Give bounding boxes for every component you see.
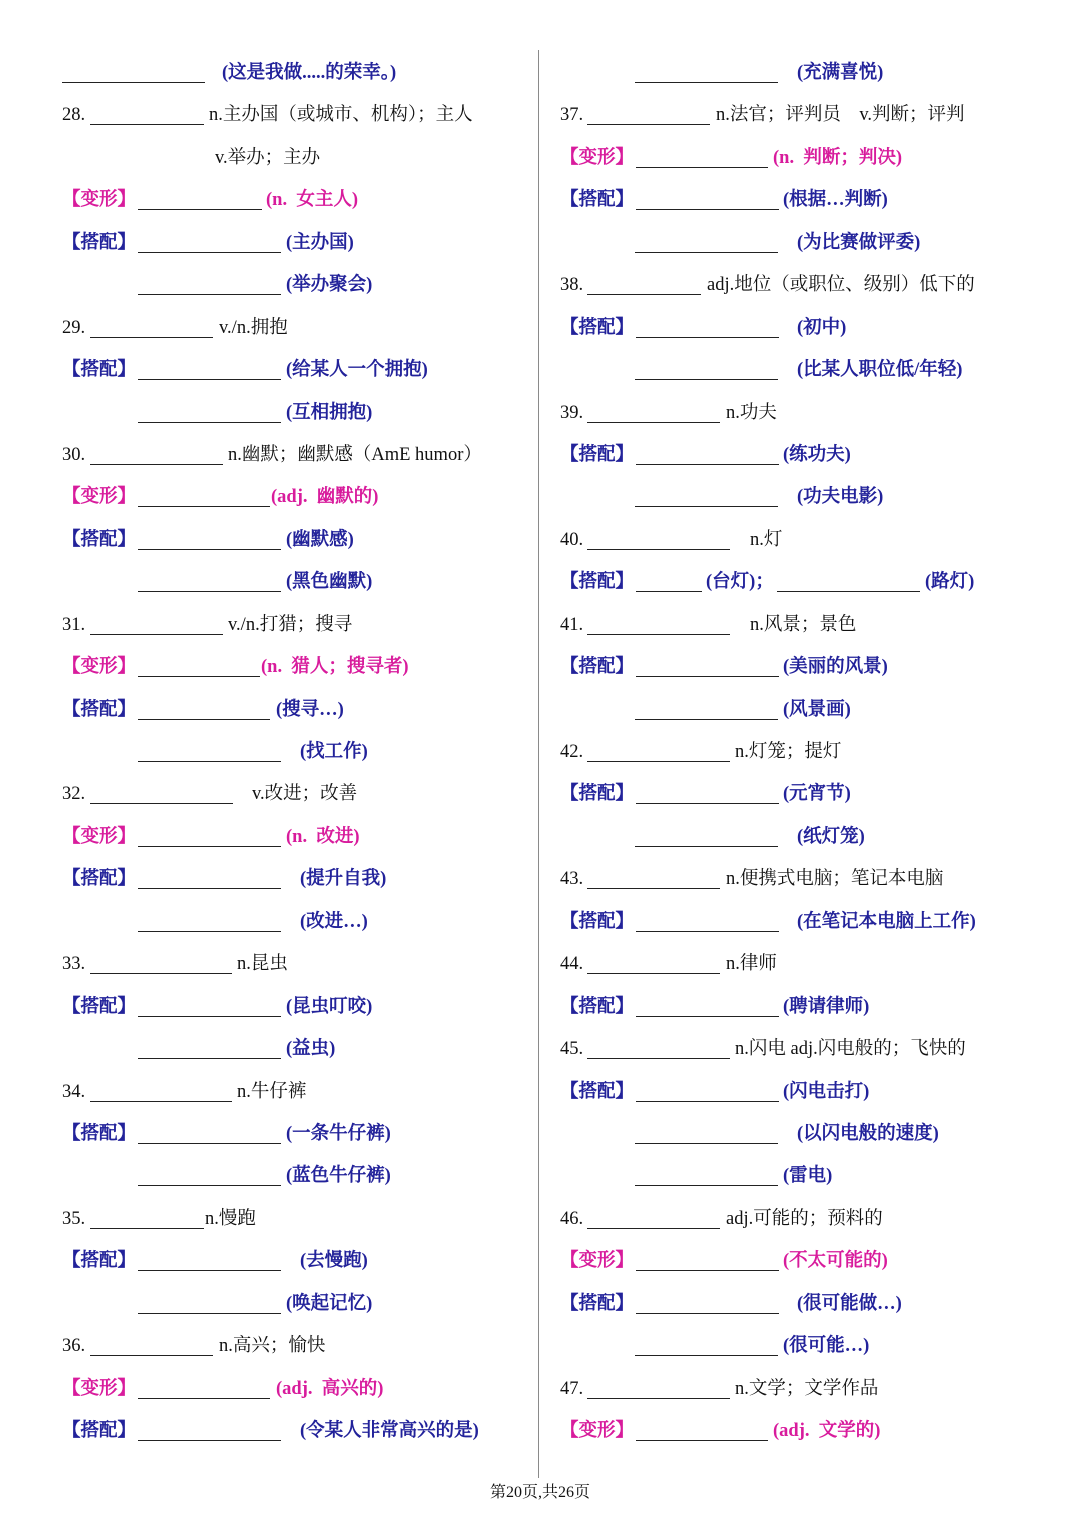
collocation-hint: (台灯)； [706, 572, 774, 593]
answer-blank [138, 719, 270, 720]
entry-46-collocation-row [560, 1283, 1070, 1325]
answer-blank [138, 1313, 281, 1314]
entry-29-collocation-row [62, 349, 532, 391]
answer-blank [635, 1143, 778, 1144]
definition-text: n.灯笼；提灯 [735, 742, 842, 762]
collocation-hint: (改进…) [300, 911, 368, 932]
entry-29-collocation-row-2 [62, 392, 532, 434]
entry-31-form-row [62, 646, 532, 688]
entry-33-row [62, 943, 532, 985]
form-hint: (n. 改进) [286, 826, 360, 847]
collocation-tag: 【搭配】 [62, 360, 137, 381]
headword-blank [587, 294, 701, 295]
entry-number: 41. [560, 614, 584, 635]
collocation-hint: (这是我做.....的荣幸。) [222, 63, 397, 83]
column-divider [538, 50, 539, 1478]
headword-blank [587, 549, 730, 550]
collocation-hint: (黑色幽默) [286, 572, 373, 593]
form-tag: 【变形】 [62, 657, 137, 678]
entry-30-form-row [62, 476, 532, 518]
collocation-tag: 【搭配】 [62, 1123, 137, 1144]
definition-text: n.高兴；愉快 [219, 1336, 326, 1357]
page-number-footer: 第20页,共26页 [489, 1484, 590, 1501]
entry-34-collocation-row-2 [62, 1155, 532, 1197]
definition-text: adj.可能的；预料的 [726, 1208, 883, 1229]
answer-blank [636, 931, 779, 932]
entry-47-form-row [560, 1410, 1070, 1452]
answer-blank [138, 549, 281, 550]
entry-35-row [62, 1198, 532, 1240]
definition-text: n.律师 [726, 954, 777, 975]
entry-31-row [62, 604, 532, 646]
answer-blank [635, 252, 778, 253]
collocation-hint-2: (路灯) [925, 572, 975, 593]
collocation-hint: (找工作) [300, 742, 368, 762]
answer-blank [138, 506, 270, 507]
collocation-hint: (聘请律师) [783, 996, 870, 1017]
headword-blank [587, 634, 730, 635]
left-column [62, 52, 532, 1452]
definition-text: n.功夫 [726, 402, 777, 423]
entry-38-row [560, 264, 1070, 306]
collocation-hint: (很可能做…) [797, 1293, 902, 1314]
answer-blank [138, 294, 281, 295]
collocation-tag: 【搭配】 [560, 1293, 635, 1314]
entry-number: 36. [62, 1336, 86, 1357]
headword-blank [587, 761, 730, 762]
headword-blank [90, 803, 233, 804]
collocation-tag: 【搭配】 [62, 699, 137, 720]
entry-number: 40. [560, 529, 584, 550]
answer-blank [138, 1016, 281, 1017]
entry-32-row [62, 773, 532, 815]
collocation-hint: (一条牛仔裤) [286, 1123, 391, 1144]
form-tag: 【变形】 [560, 1251, 635, 1272]
collocation-hint: (很可能…) [783, 1336, 870, 1357]
entry-44-collocation-row [560, 986, 1070, 1028]
entry-number: 35. [62, 1208, 86, 1229]
entry-30-collocation-row-2 [62, 561, 532, 603]
entry-43-collocation-row [560, 901, 1070, 943]
answer-blank [636, 676, 779, 677]
entry-39-collocation-row [560, 434, 1070, 476]
collocation-hint: (幽默感) [286, 529, 354, 550]
collocation-tag: 【搭配】 [62, 869, 137, 890]
answer-blank-2 [777, 591, 920, 592]
entry-38-collocation-row-2 [560, 349, 1070, 391]
answer-blank [138, 1143, 281, 1144]
collocation-hint: (举办聚会) [286, 275, 373, 296]
entry-41-collocation-row [560, 646, 1070, 688]
answer-blank [138, 676, 260, 677]
collocation-hint: (提升自我) [300, 869, 387, 890]
answer-blank [636, 803, 779, 804]
entry-number: 30. [62, 444, 86, 465]
form-hint: (adj. 幽默的) [271, 487, 379, 508]
entry-33-collocation-row [62, 986, 532, 1028]
headword-blank [587, 1058, 730, 1059]
entry-36-row [62, 1325, 532, 1367]
entry-38-collocation-row [560, 307, 1070, 349]
collocation-hint: (比某人职位低/年轻) [797, 360, 963, 381]
definition-text: v.改进；改善 [252, 784, 358, 805]
entry-number: 45. [560, 1039, 584, 1060]
entry-number: 44. [560, 954, 584, 975]
answer-blank [636, 167, 768, 168]
answer-blank [138, 846, 281, 847]
collocation-hint: (唤起记忆) [286, 1293, 373, 1314]
collocation-hint: (搜寻…) [276, 699, 344, 720]
entry-44-row [560, 943, 1070, 985]
collocation-hint: (雷电) [783, 1166, 833, 1187]
definition-text: adj.地位（或职位、级别）低下的 [707, 275, 975, 296]
collocation-hint: (闪电击打) [783, 1081, 870, 1102]
entry-32-form-row [62, 816, 532, 858]
entry-45-collocation-row-2 [560, 1113, 1070, 1155]
entry-41-collocation-row-2 [560, 689, 1070, 731]
answer-blank [138, 422, 281, 423]
definition-text: v./n.拥抱 [219, 317, 288, 338]
entry-28-collocation-row [62, 222, 532, 264]
entry-number: 42. [560, 742, 584, 762]
headword-blank [587, 422, 720, 423]
entry-28-form-row [62, 179, 532, 221]
entry-35-collocation-row-2 [62, 1283, 532, 1325]
collocation-hint: (昆虫叮咬) [286, 996, 373, 1017]
answer-blank [636, 464, 779, 465]
answer-blank [138, 591, 281, 592]
entry-31-collocation-row-2 [62, 731, 532, 773]
collocation-hint: (美丽的风景) [783, 657, 888, 678]
entry-number: 33. [62, 954, 86, 975]
entry-29-row [62, 307, 532, 349]
form-tag: 【变形】 [62, 190, 137, 211]
collocation-tag: 【搭配】 [560, 911, 635, 932]
entry-32-collocation-row-2 [62, 901, 532, 943]
answer-blank [138, 761, 281, 762]
definition-text: n.主办国（或城市、机构）；主人 [209, 105, 473, 126]
collocation-tag: 【搭配】 [560, 444, 635, 465]
entry-46-row [560, 1198, 1070, 1240]
answer-blank [636, 1016, 779, 1017]
definition-text: v./n.打猎；搜寻 [228, 614, 353, 635]
answer-blank [635, 82, 778, 83]
headword-blank [587, 1228, 720, 1229]
collocation-tag: 【搭配】 [560, 190, 635, 211]
entry-41-row [560, 604, 1070, 646]
answer-blank [635, 719, 778, 720]
headword-blank [90, 1101, 232, 1102]
entry-46-form-row [560, 1240, 1070, 1282]
entry-number: 43. [560, 869, 584, 890]
entry-36-form-row [62, 1368, 532, 1410]
entry-34-row [62, 1071, 532, 1113]
form-tag: 【变形】 [62, 487, 137, 508]
collocation-hint: (元宵节) [783, 784, 851, 805]
answer-blank [138, 1398, 270, 1399]
answer-blank [138, 931, 281, 932]
entry-number: 47. [560, 1378, 584, 1399]
answer-blank [636, 1101, 779, 1102]
collocation-tag: 【搭配】 [560, 657, 635, 678]
entry-36-collocation-row [62, 1410, 532, 1452]
answer-blank [138, 252, 281, 253]
entry-number: 38. [560, 275, 584, 296]
entry-35-collocation-row [62, 1240, 532, 1282]
answer-blank [138, 209, 262, 210]
collocation-hint: (功夫电影) [797, 487, 884, 508]
collocation-hint: (给某人一个拥抱) [286, 360, 428, 381]
form-tag: 【变形】 [560, 1421, 635, 1441]
headword-blank [587, 124, 710, 125]
collocation-hint: (去慢跑) [300, 1251, 368, 1272]
entry-number: 31. [62, 614, 86, 635]
entry-42-collocation-row [560, 773, 1070, 815]
collocation-hint: (风景画) [783, 699, 851, 720]
entry-46-collocation-row-2 [560, 1325, 1070, 1367]
collocation-tag: 【搭配】 [560, 1081, 635, 1102]
entry-45-collocation-row [560, 1071, 1070, 1113]
definition-text: n.慢跑 [205, 1208, 256, 1229]
answer-blank [138, 888, 281, 889]
collocation-tag: 【搭配】 [560, 572, 635, 593]
entry-30-row [62, 434, 532, 476]
collocation-hint: (蓝色牛仔裤) [286, 1166, 391, 1187]
definition-text: v.举办；主办 [215, 147, 321, 168]
answer-blank [635, 1185, 778, 1186]
entry-number: 46. [560, 1208, 584, 1229]
entry-number: 28. [62, 105, 86, 126]
entry-30-collocation-row [62, 519, 532, 561]
entry-47-row [560, 1368, 1070, 1410]
collocation-hint: (互相拥抱) [286, 402, 373, 423]
answer-blank [138, 1185, 281, 1186]
entry-42-row [560, 731, 1070, 773]
collocation-tag: 【搭配】 [62, 529, 137, 550]
headword-blank [90, 973, 232, 974]
collocation-hint: (充满喜悦) [797, 63, 884, 83]
entry-42-collocation-row-2 [560, 816, 1070, 858]
answer-blank [635, 506, 778, 507]
answer-blank [636, 591, 702, 592]
collocation-hint: (纸灯笼) [797, 826, 865, 847]
answer-blank [138, 379, 281, 380]
entry-39-row [560, 392, 1070, 434]
answer-blank [138, 1440, 281, 1441]
form-hint: (adj. 文学的) [773, 1421, 881, 1441]
collocation-tag: 【搭配】 [560, 317, 635, 338]
definition-text: n.昆虫 [237, 954, 288, 975]
collocation-hint: (为比赛做评委) [797, 232, 921, 253]
entry-31-collocation-row [62, 689, 532, 731]
entry-45-collocation-row-3 [560, 1155, 1070, 1197]
headword-blank [90, 337, 213, 338]
form-tag: 【变形】 [62, 1378, 137, 1399]
entry-40-collocation-row [560, 561, 1070, 603]
definition-text: n.风景；景色 [750, 614, 857, 635]
collocation-hint: (初中) [797, 317, 847, 338]
entry-number: 39. [560, 402, 584, 423]
headword-blank [90, 124, 204, 125]
collocation-hint: (主办国) [286, 232, 354, 253]
answer-blank [138, 1270, 281, 1271]
entry-number: 32. [62, 784, 86, 805]
entry-28-collocation-row-2 [62, 264, 532, 306]
answer-blank [636, 209, 779, 210]
form-hint: (n. 猎人；搜寻者) [261, 657, 409, 678]
answer-blank [62, 82, 205, 83]
entry-37-collocation-row [560, 179, 1070, 221]
answer-blank [138, 1058, 281, 1059]
entry-37-collocation-row-2 [560, 222, 1070, 264]
entry-33-collocation-row-2 [62, 1028, 532, 1070]
definition-text: n.幽默；幽默感（AmE humor） [228, 444, 482, 465]
collocation-tag: 【搭配】 [62, 1251, 137, 1272]
entry-28-def-row-2 [62, 137, 532, 179]
headword-blank [90, 1355, 213, 1356]
continued-collocation-row [62, 52, 532, 94]
definition-text: n.闪电 adj.闪电般的；飞快的 [735, 1039, 966, 1060]
entry-number: 37. [560, 105, 584, 126]
collocation-hint: (根据…判断) [783, 190, 888, 211]
entry-40-row [560, 519, 1070, 561]
entry-number: 34. [62, 1081, 86, 1102]
collocation-tag: 【搭配】 [62, 1421, 137, 1441]
headword-blank [90, 634, 223, 635]
collocation-tag: 【搭配】 [62, 996, 137, 1017]
answer-blank [635, 846, 778, 847]
entry-43-row [560, 858, 1070, 900]
form-tag: 【变形】 [62, 826, 137, 847]
headword-blank [90, 1228, 204, 1229]
collocation-tag: 【搭配】 [560, 784, 635, 805]
answer-blank [635, 379, 778, 380]
entry-37-form-row [560, 137, 1070, 179]
collocation-hint: (令某人非常高兴的是) [300, 1421, 479, 1441]
entry-34-collocation-row [62, 1113, 532, 1155]
definition-text: n.文学；文学作品 [735, 1378, 879, 1399]
answer-blank [636, 1313, 779, 1314]
entry-32-collocation-row [62, 858, 532, 900]
entry-39-collocation-row-2 [560, 476, 1070, 518]
entry-45-row [560, 1028, 1070, 1070]
headword-blank [587, 888, 720, 889]
definition-text: n.灯 [750, 529, 783, 550]
entry-36-collocation-row-2 [560, 52, 1070, 94]
right-column [560, 52, 1070, 1452]
entry-37-row [560, 94, 1070, 136]
form-hint: (不太可能的) [783, 1251, 888, 1272]
answer-blank [636, 337, 779, 338]
form-hint: (adj. 高兴的) [276, 1378, 384, 1399]
answer-blank [635, 1355, 778, 1356]
collocation-hint: (益虫) [286, 1039, 336, 1060]
definition-text: n.便携式电脑；笔记本电脑 [726, 869, 944, 890]
definition-text: n.法官；评判员 v.判断；评判 [716, 105, 965, 126]
form-hint: (n. 女主人) [266, 190, 358, 211]
collocation-tag: 【搭配】 [560, 996, 635, 1017]
entry-28-row [62, 94, 532, 136]
headword-blank [587, 973, 720, 974]
answer-blank [636, 1440, 768, 1441]
headword-blank [90, 464, 223, 465]
collocation-hint: (以闪电般的速度) [797, 1123, 939, 1144]
definition-text: n.牛仔裤 [237, 1081, 307, 1102]
collocation-hint: (在笔记本电脑上工作) [797, 911, 976, 932]
form-hint: (n. 判断；判决) [773, 147, 902, 168]
answer-blank [636, 1270, 779, 1271]
form-tag: 【变形】 [560, 147, 635, 168]
headword-blank [587, 1398, 730, 1399]
collocation-hint: (练功夫) [783, 444, 851, 465]
collocation-tag: 【搭配】 [62, 232, 137, 253]
entry-number: 29. [62, 317, 86, 338]
